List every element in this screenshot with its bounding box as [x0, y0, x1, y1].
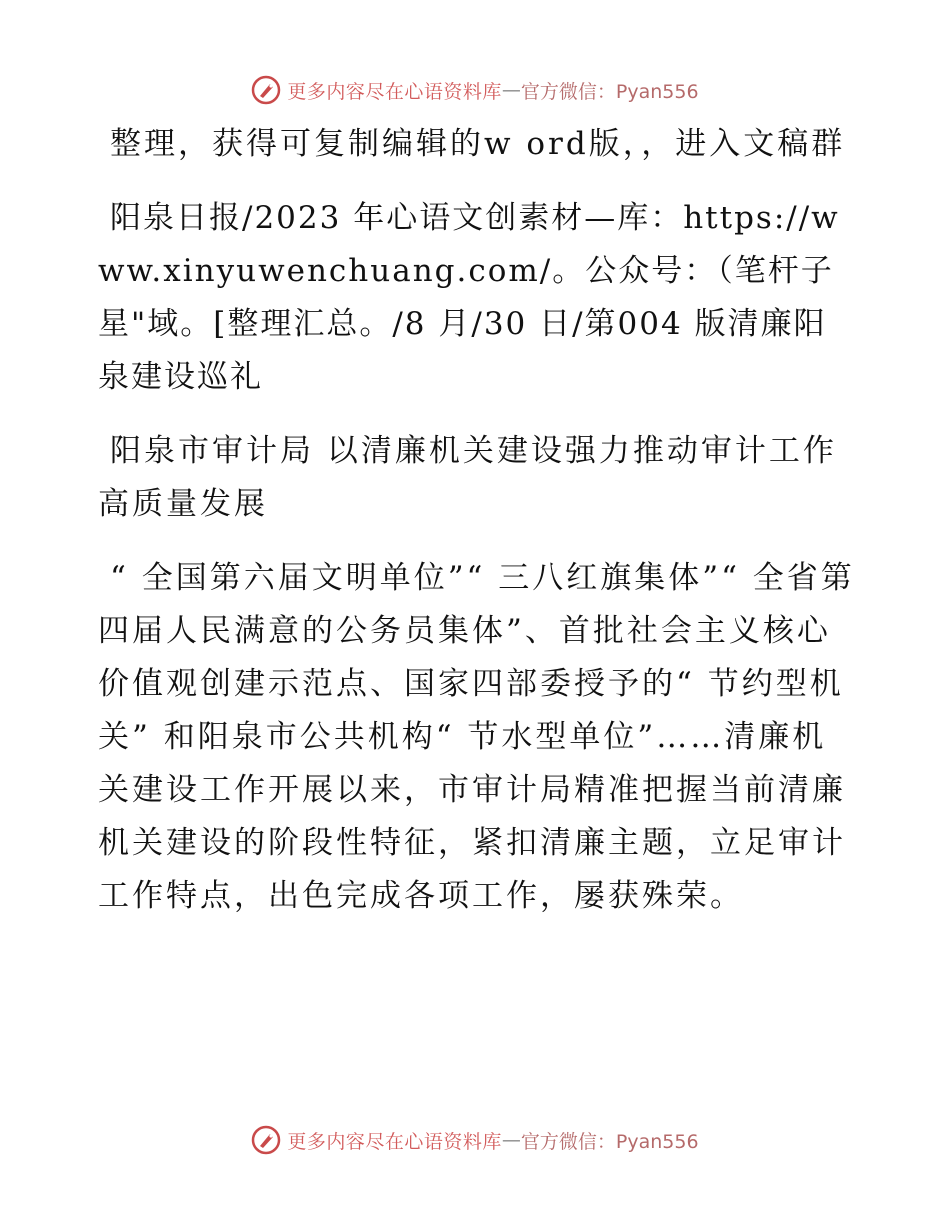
banner-title: 更多内容尽在心语资料库	[287, 80, 502, 103]
document-body	[98, 118, 858, 944]
banner-separator: —	[501, 79, 521, 101]
banner-contact: 官方微信：Pyan556	[520, 80, 699, 103]
paragraph-body: “ 全国第六届文明单位”“ 三八红旗集体”“ 全省第四届人民满意的公务员集体”、首批社会主义核心价值观创建示范点、国家四部委授予的“ 节约型机关” 和阳泉市公共机构“ 节水型单位”……清廉机关建设工作开展以来，市审计局精准把握当前清廉机关建设的阶段性特征，紧扣清廉主题，立足审计工作特点，出色完成各项工作，屡获殊荣。	[98, 560, 855, 914]
pen-nib-logo-icon	[251, 75, 281, 105]
paragraph-source: 阳泉日报/2023 年心语文创素材—库：https://www.xinyuwenchuang.com/。公众号：（笔杆子星"域。[整理汇总。/8 月/30 日/第004 版清廉阳泉建设巡礼	[98, 200, 840, 395]
paragraph-intro: 整理，获得可复制编辑的w ord版，，进入文稿群	[110, 126, 846, 162]
banner-contact: 官方微信：Pyan556	[520, 1130, 699, 1153]
article-title: 阳泉市审计局 以清廉机关建设强力推动审计工作高质量发展	[98, 433, 837, 522]
banner-separator: —	[501, 1129, 521, 1151]
banner-title: 更多内容尽在心语资料库	[287, 1130, 502, 1153]
footer-banner	[0, 1120, 950, 1160]
header-banner	[0, 70, 950, 110]
pen-nib-logo-icon	[251, 1125, 281, 1155]
